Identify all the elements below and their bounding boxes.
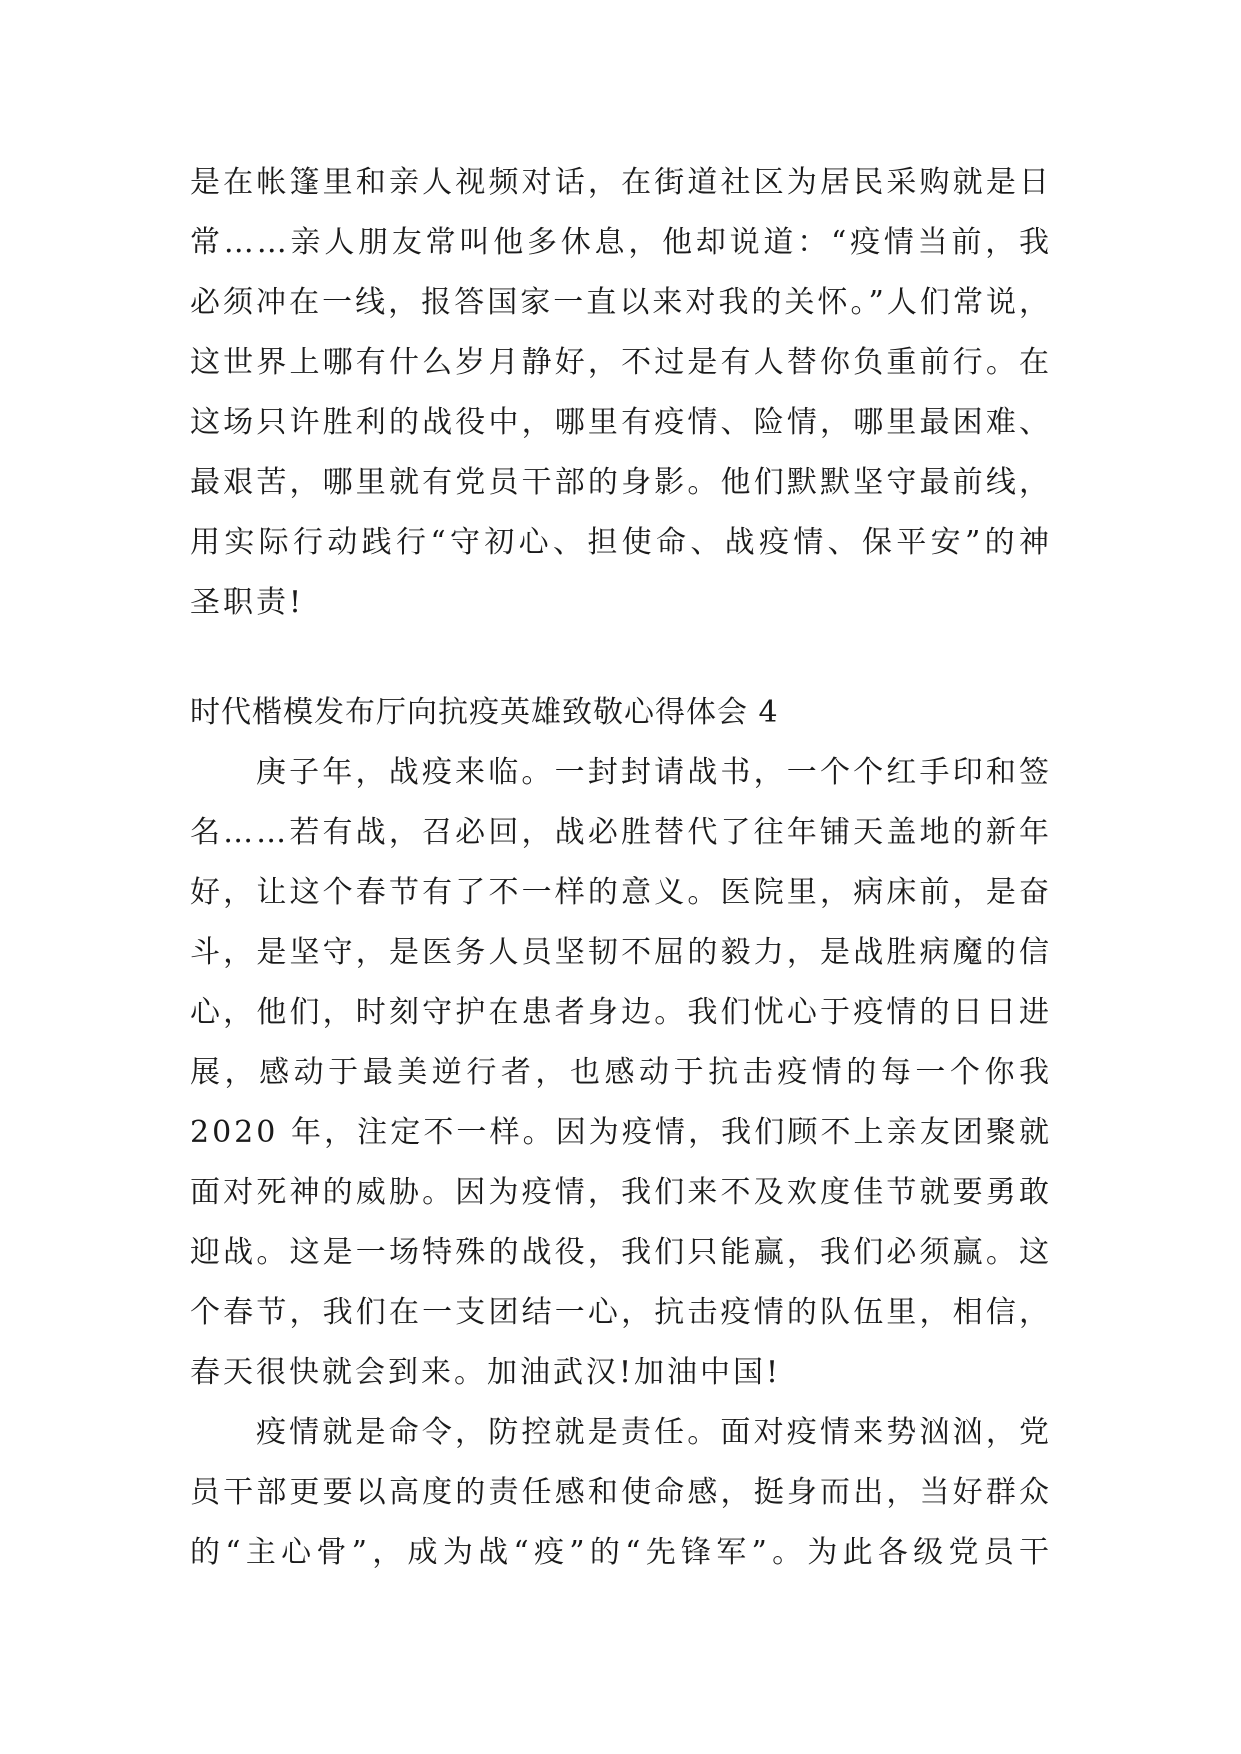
text-line: 是在帐篷里和亲人视频对话，在街道社区为居民采购就是日 — [190, 165, 1052, 200]
text-line: 这场只许胜利的战役中，哪里有疫情、险情，哪里最困难、 — [190, 405, 1052, 440]
text-line: 心，他们，时刻守护在患者身边。我们忧心于疫情的日日进 — [190, 995, 1052, 1030]
text-line: 用实际行动践行“守初心、担使命、战疫情、保平安”的神 — [190, 525, 1052, 560]
text-line: 常……亲人朋友常叫他多休息，他却说道：“疫情当前，我 — [190, 225, 1052, 260]
text-line: 的“主心骨”，成为战“疫”的“先锋军”。为此各级党员干 — [190, 1535, 1052, 1570]
continued-paragraph — [190, 153, 1052, 633]
paragraph-1 — [190, 743, 1052, 1403]
text-line: 2020 年，注定不一样。因为疫情，我们顾不上亲友团聚就 — [190, 1115, 1052, 1150]
text-line: 面对死神的威胁。因为疫情，我们来不及欢度佳节就要勇敢 — [190, 1175, 1052, 1210]
section-title: 时代楷模发布厅向抗疫英雄致敬心得体会 4 — [190, 695, 779, 730]
section-title-block — [190, 683, 1052, 743]
text-line: 圣职责! — [190, 585, 305, 620]
text-line: 斗，是坚守，是医务人员坚韧不屈的毅力，是战胜病魔的信 — [190, 935, 1052, 970]
text-line: 最艰苦，哪里就有党员干部的身影。他们默默坚守最前线， — [190, 465, 1052, 500]
text-line: 迎战。这是一场特殊的战役，我们只能赢，我们必须赢。这 — [190, 1235, 1052, 1270]
text-line: 个春节，我们在一支团结一心，抗击疫情的队伍里，相信， — [190, 1295, 1052, 1330]
paragraph-2 — [190, 1403, 1052, 1583]
text-line: 名……若有战，召必回，战必胜替代了往年铺天盖地的新年 — [190, 815, 1052, 850]
text-line: 庚子年，战疫来临。一封封请战书，一个个红手印和签 — [256, 755, 1052, 790]
text-line: 疫情就是命令，防控就是责任。面对疫情来势汹汹，党 — [256, 1415, 1052, 1450]
text-line: 这世界上哪有什么岁月静好，不过是有人替你负重前行。在 — [190, 345, 1052, 380]
text-line: 员干部更要以高度的责任感和使命感，挺身而出，当好群众 — [190, 1475, 1052, 1510]
text-line: 必须冲在一线，报答国家一直以来对我的关怀。”人们常说， — [190, 285, 1052, 320]
text-line: 好，让这个春节有了不一样的意义。医院里，病床前，是奋 — [190, 875, 1052, 910]
text-line: 春天很快就会到来。加油武汉!加油中国! — [190, 1355, 782, 1390]
text-line: 展，感动于最美逆行者，也感动于抗击疫情的每一个你我 — [190, 1055, 1052, 1090]
